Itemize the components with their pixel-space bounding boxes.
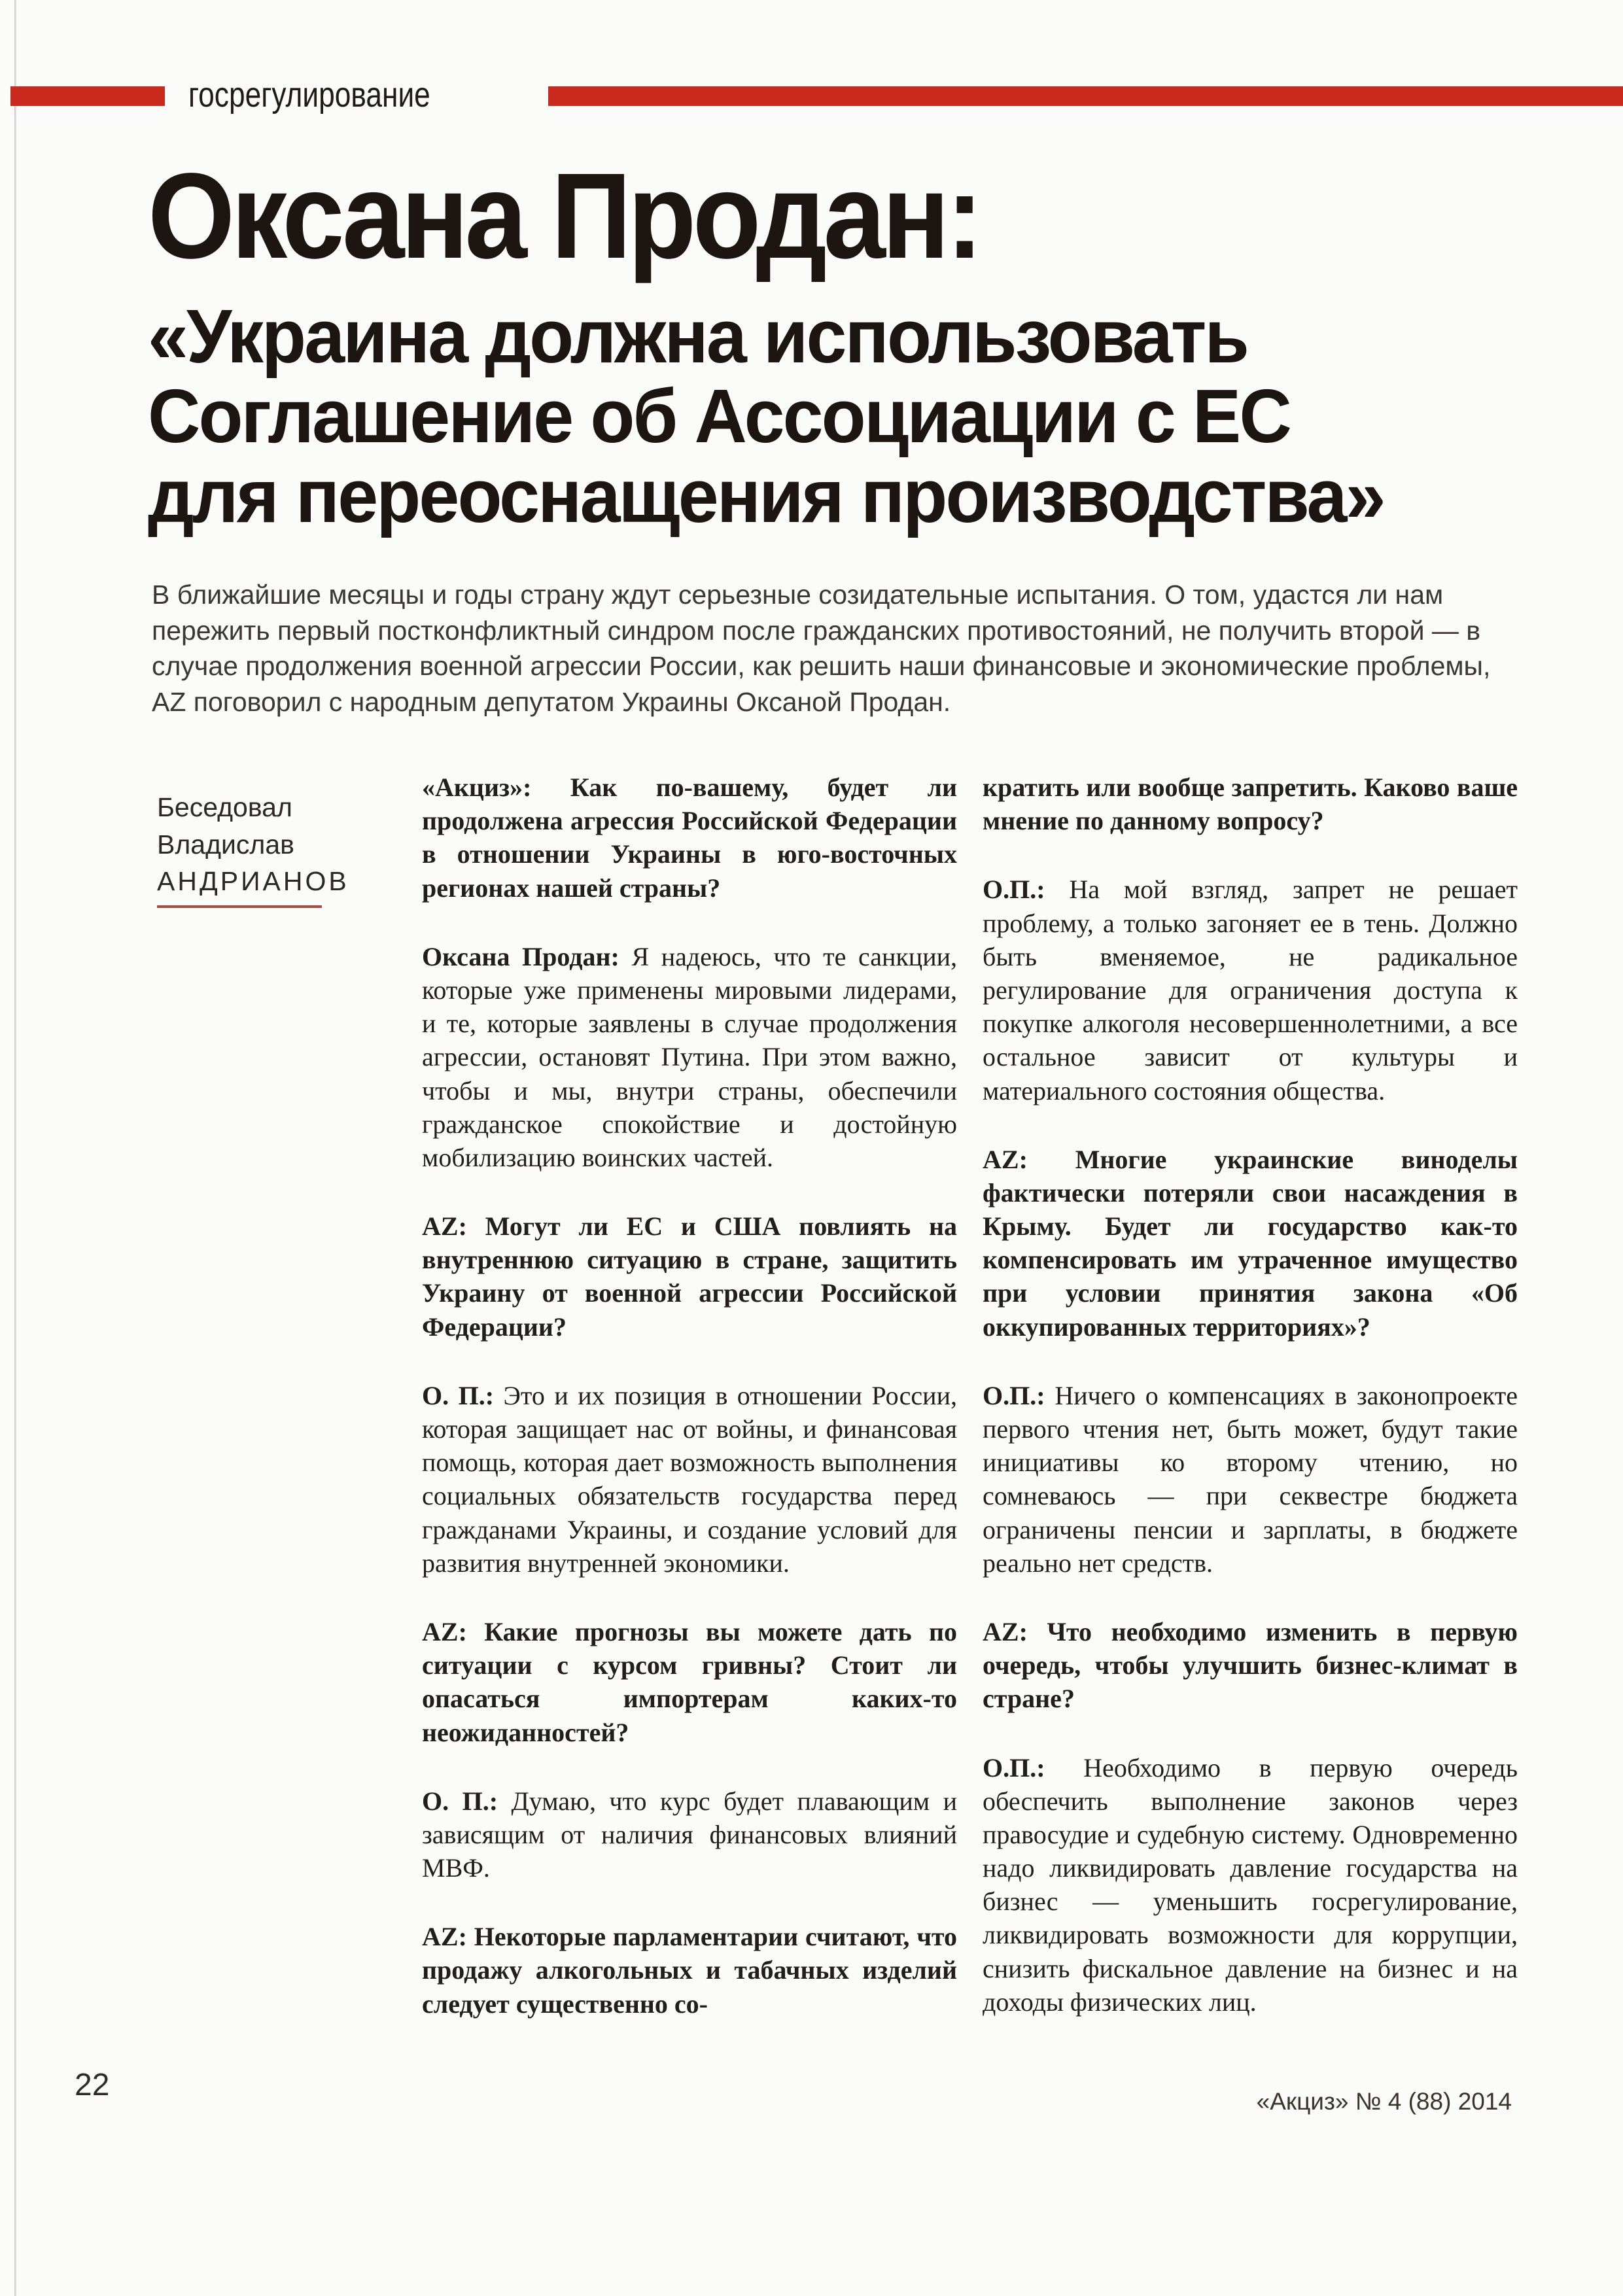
speaker-prefix: AZ: (983, 1616, 1047, 1646)
speaker-prefix: О. П.: (422, 1786, 512, 1816)
question-block: AZ: Могут ли ЕС и США повлиять на внутреннюю ситуацию в стране, защитить Украину от военной агрессии Российской Федерации? (422, 1211, 957, 1342)
answer-block: О. П.: Это и их позиция в отношении России, которая защищает нас от войны, и финансовая помощь, которая дает возможность выполнения социальных обязательств государства перед гражданами Украины, и создание условий для развития внутренней экономики. (422, 1380, 957, 1578)
speaker-prefix: Оксана Продан: (422, 941, 632, 971)
speaker-prefix: О.П.: (983, 1752, 1084, 1783)
interview-column-right (983, 771, 1518, 2054)
answer-block: О. П.: Думаю, что курс будет плавающим и зависящим от наличия финансовых влияний МВФ. (422, 1786, 957, 1883)
speaker-prefix: AZ: (983, 1144, 1075, 1174)
section-band (0, 75, 1623, 114)
byline-underline (157, 905, 322, 908)
speaker-prefix: AZ: (422, 1922, 474, 1952)
section-band-bar-left (10, 86, 165, 106)
interview-column-left (422, 771, 957, 2056)
question-block: AZ: Многие украинские виноделы фактически потеряли свои насаждения в Крыму. Будет ли государство как-то компенсировать им утраченное имущество при условии принятия закона «Об оккупированных территориях»? (983, 1144, 1518, 1342)
article-subtitle (148, 294, 1479, 538)
article-subtitle-line-2: Соглашение об Ассоциации с ЕС (148, 373, 1290, 459)
byline-line-2: Владислав (157, 829, 294, 860)
article-subtitle-line-1: «Украина должна использовать (148, 294, 1248, 379)
speaker-prefix: О.П.: (983, 875, 1070, 905)
article-lead: В ближайшие месяцы и годы страну ждут серьезные созидательные испытания. О том, удастся ли нам пережить первый постконфликтный синдром после гражданских противостояний, не получить второй — в случае продолжения военной агрессии России, как решить наши финансовые и экономические проблемы, AZ поговорил с народным депутатом Украины Оксаной Продан. (152, 580, 1491, 717)
byline (157, 789, 419, 908)
answer-block: О.П.: На мой взгляд, запрет не решает проблему, а только загоняет ее в тень. Должно быть вменяемое, не радикальное регулирование для ограничения доступа к покупке алкоголя несовершеннолетними, а все остальное зависит от культуры и материального состояния общества. (983, 875, 1518, 1105)
question-block: кратить или вообще запретить. Каково ваше мнение по данному вопросу? (983, 773, 1518, 836)
issue-label: «Акциз» № 4 (88) 2014 (1256, 2088, 1512, 2115)
question-block: «Акциз»: Как по-вашему, будет ли продолжена агрессия Российской Федерации в отношении Украины в юго-восточных регионах нашей страны? (422, 773, 957, 903)
speaker-prefix: О.П.: (983, 1380, 1055, 1410)
answer-block: Оксана Продан: Я надеюсь, что те санкции, которые уже применены мировыми лидерами, и те, которые заявлены в случае продолжения агрессии, остановят Путина. При этом важно, чтобы и мы, внутри страны, обеспечили гражданское спокойствие и достойную мобилизацию воинских частей. (422, 941, 958, 1172)
article-headline (148, 148, 1535, 538)
question-block: AZ: Что необходимо изменить в первую очередь, чтобы улучшить бизнес-климат в стране? (983, 1616, 1518, 1714)
article-title: Оксана Продан: (148, 148, 980, 284)
page-number: 22 (75, 2068, 110, 2102)
answer-block: О.П.: Необходимо в первую очередь обеспечить выполнение законов через правосудие и судебную систему. Одновременно надо ликвидировать давление государства на бизнес — уменьшить госрегулирование, ликвидировать возможности для коррупции, снизить фискальное давление на бизнес и на доходы физических лиц. (983, 1752, 1518, 2017)
article-subtitle-line-3: для переоснащения производства» (148, 453, 1384, 538)
speaker-prefix: О. П.: (422, 1380, 504, 1410)
byline-line-3: АНДРИАНОВ (157, 866, 349, 897)
question-block: AZ: Некоторые парламентарии считают, что продажу алкогольных и табачных изделий следует существенно со- (422, 1922, 957, 2019)
speaker-prefix: AZ: (422, 1211, 485, 1242)
question-block: AZ: Какие прогнозы вы можете дать по ситуации с курсом гривны? Стоит ли опасаться импортерам каких-то неожиданностей? (422, 1616, 957, 1747)
speaker-prefix: «Акциз»: (422, 773, 570, 802)
page-edge-line (14, 0, 16, 2296)
answer-block: О.П.: Ничего о компенсациях в законопроекте первого чтения нет, быть может, будут такие инициативы ко второму чтению, но сомневаюсь — при секвестре бюджета ограничены пенсии и зарплаты, в бюджете реально нет средств. (983, 1380, 1518, 1578)
section-band-bar-right (548, 86, 1623, 106)
section-label: госрегулирование (188, 75, 430, 114)
speaker-prefix: AZ: (422, 1616, 485, 1646)
byline-line-1: Беседовал (157, 792, 292, 822)
